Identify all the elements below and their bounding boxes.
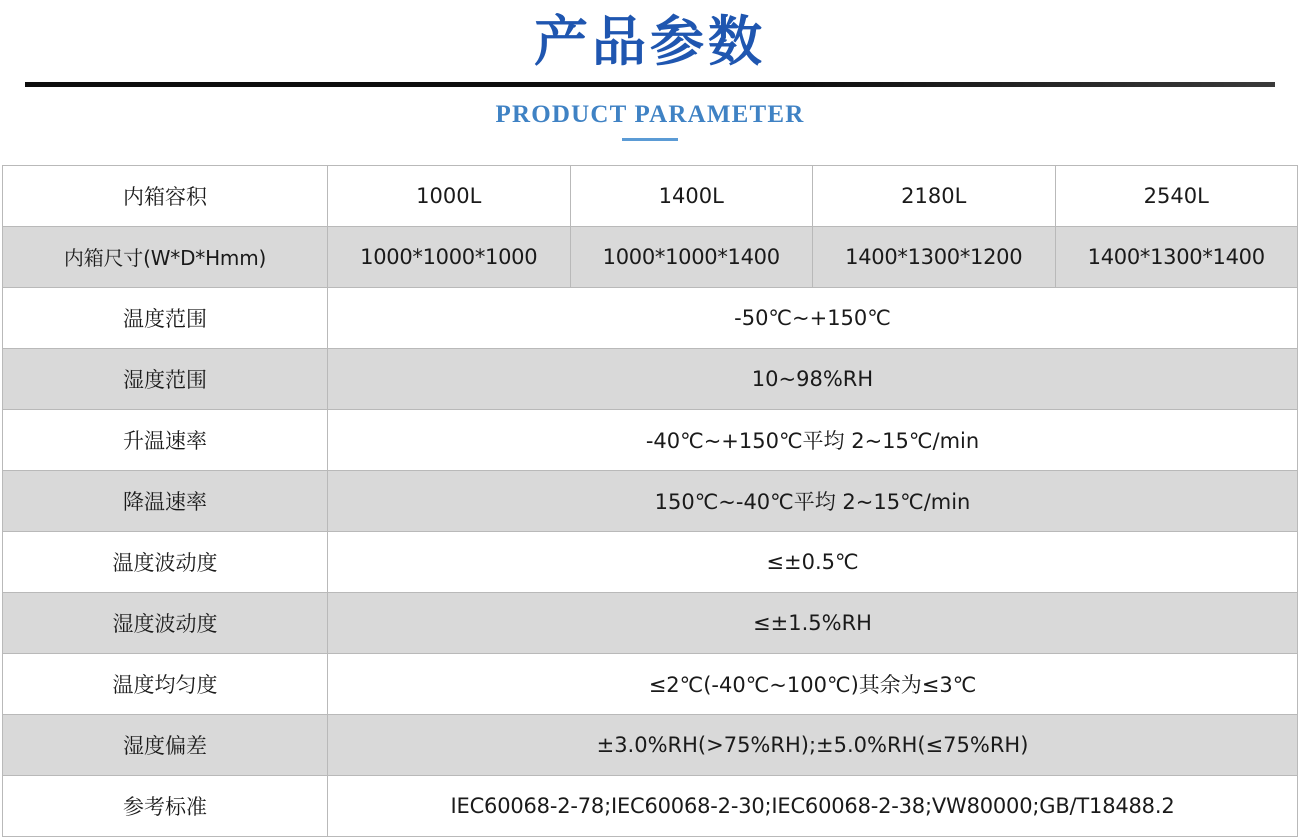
row-value: 10~98%RH: [328, 348, 1298, 409]
table-row: [3, 592, 1298, 653]
row-value: 2540L: [1055, 165, 1298, 226]
page-title: 产品参数: [534, 10, 766, 73]
table-row: [3, 470, 1298, 531]
row-value: 1400L: [570, 165, 813, 226]
title-divider: [25, 82, 1275, 87]
table-row: [3, 287, 1298, 348]
row-value: 2180L: [813, 165, 1056, 226]
row-label: 湿度波动度: [3, 592, 328, 653]
table-row: [3, 653, 1298, 714]
row-value: 1400*1300*1400: [1055, 226, 1298, 287]
row-label: 内箱尺寸(W*D*Hmm): [3, 226, 328, 287]
page-header: [0, 0, 1300, 141]
spec-table-body: [3, 165, 1298, 836]
table-row: [3, 714, 1298, 775]
table-row: [3, 775, 1298, 836]
row-value: IEC60068-2-78;IEC60068-2-30;IEC60068-2-38;VW80000;GB/T18488.2: [328, 775, 1298, 836]
row-label: 温度范围: [3, 287, 328, 348]
row-value: 1000*1000*1400: [570, 226, 813, 287]
row-value: -40℃~+150℃平均 2~15℃/min: [328, 409, 1298, 470]
row-value: 150℃~-40℃平均 2~15℃/min: [328, 470, 1298, 531]
row-label: 湿度偏差: [3, 714, 328, 775]
row-label: 升温速率: [3, 409, 328, 470]
table-row: [3, 409, 1298, 470]
table-row: [3, 165, 1298, 226]
row-label: 内箱容积: [3, 165, 328, 226]
subtitle-accent-underline: [622, 138, 678, 141]
title-divider-wrap: [0, 82, 1300, 87]
table-row: [3, 226, 1298, 287]
row-value: ≤2℃(-40℃~100℃)其余为≤3℃: [328, 653, 1298, 714]
row-label: 湿度范围: [3, 348, 328, 409]
row-value: 1000L: [328, 165, 571, 226]
row-value: -50℃~+150℃: [328, 287, 1298, 348]
row-label: 参考标准: [3, 775, 328, 836]
row-label: 降温速率: [3, 470, 328, 531]
row-value: 1400*1300*1200: [813, 226, 1056, 287]
row-value: ±3.0%RH(>75%RH);±5.0%RH(≤75%RH): [328, 714, 1298, 775]
row-value: 1000*1000*1000: [328, 226, 571, 287]
spec-table-wrap: [0, 165, 1300, 837]
spec-table: [2, 165, 1298, 837]
row-value: ≤±0.5℃: [328, 531, 1298, 592]
row-label: 温度波动度: [3, 531, 328, 592]
row-value: ≤±1.5%RH: [328, 592, 1298, 653]
table-row: [3, 348, 1298, 409]
page-subtitle: PRODUCT PARAMETER: [495, 100, 805, 128]
row-label: 温度均匀度: [3, 653, 328, 714]
table-row: [3, 531, 1298, 592]
